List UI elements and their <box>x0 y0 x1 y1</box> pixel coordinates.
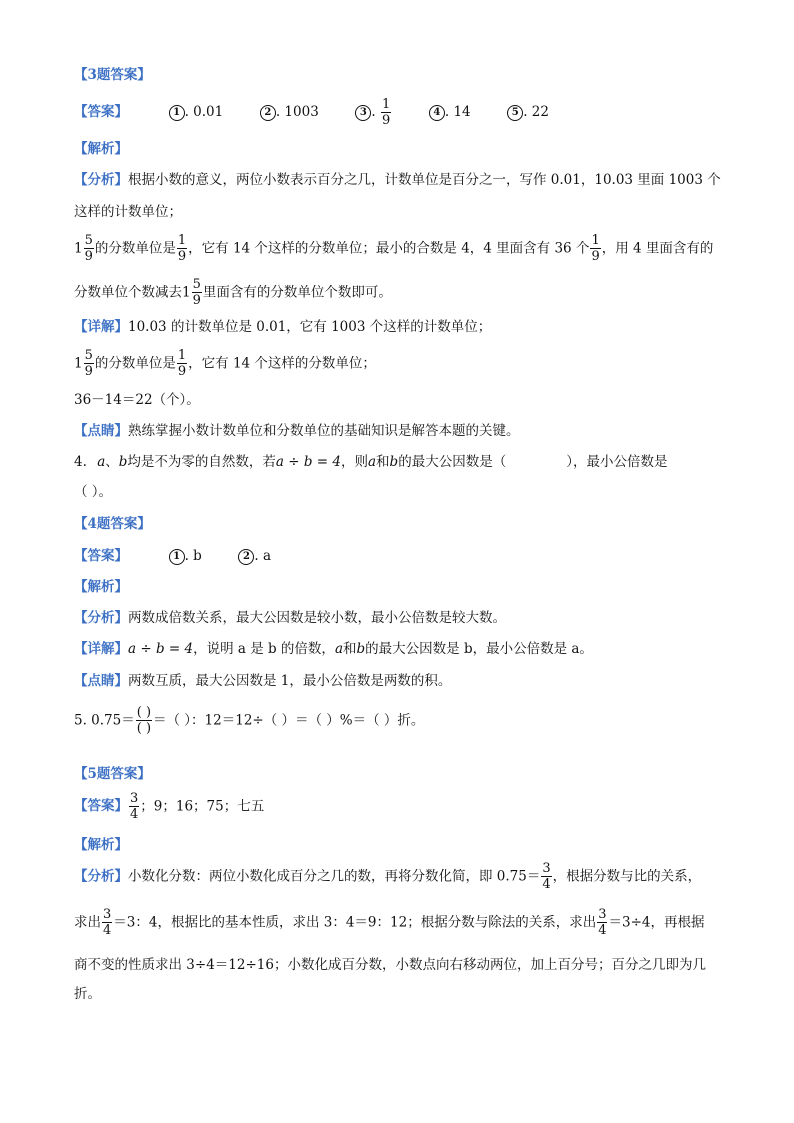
circled-number-1: 1 <box>169 105 185 121</box>
dianjing-label: 【点睛】 <box>74 423 128 439</box>
fraction: $\frac{5}{9}$ <box>84 233 93 264</box>
circled-number-3: 3 <box>355 105 371 121</box>
fenxi-text: 根据小数的意义，两位小数表示百分之几，计数单位是百分之一，写作 0.01，10.03 里面 1003 个 <box>128 172 721 188</box>
dianjing-line: 【点睛】熟练掌握小数计数单位和分数单位的基础知识是解答本题的关键。 <box>74 423 520 439</box>
fraction: $\frac{3}{4}$ <box>130 791 139 822</box>
fenxi-line-3: 1 $\frac{5}{9}$ 的分数单位是 $\frac{1}{9}$ ，它有 14 个这样的分数单位；最小的合数是 4，4 里面含有 36 个 $\frac{1}{9}$ ，用 4 里面含有的 <box>74 233 714 264</box>
circled-number-5: 5 <box>507 105 523 121</box>
fenxi-line-4: 折。 <box>74 986 101 1002</box>
fraction: $\frac{3}{4}$ <box>542 861 551 892</box>
xiangjie-label: 【详解】 <box>74 641 128 657</box>
section4-header: 【4题答案】 <box>74 516 151 532</box>
question-5-line: 5. 0.75＝ $\frac{( )}{( )}$ ＝（ ）：12＝12÷（ ）＝（ ）%＝（ ）折。 <box>74 705 425 736</box>
blank-fraction: $\frac{( )}{( )}$ <box>136 705 152 736</box>
fraction: $\frac{5}{9}$ <box>84 348 93 379</box>
equation: a ÷ b = 4 <box>275 454 341 470</box>
section3-header: 【3题答案】 <box>74 67 151 83</box>
xiangjie-line: 【详解】a ÷ b = 4，说明 a 是 b 的倍数，a和b的最大公因数是 b，最小公倍数是 a。 <box>74 641 593 657</box>
xiangjie-line-3: 36－14＝22（个）。 <box>74 392 200 408</box>
analysis-label: 【解析】 <box>74 837 128 853</box>
fenxi-label: 【分析】 <box>74 610 128 626</box>
fenxi-line-1: 【分析】小数化分数：两位小数化成百分之几的数，再将分数化简，即 0.75＝ $\frac{3}{4}$ ，根据分数与比的关系， <box>74 861 702 892</box>
answer-value: . 1003 <box>275 104 319 120</box>
answer-label: 【答案】 <box>74 798 128 814</box>
analysis-label: 【解析】 <box>74 579 128 595</box>
xiangjie-line-2: 1 $\frac{5}{9}$ 的分数单位是 $\frac{1}{9}$ ，它有 14 个这样的分数单位； <box>74 348 376 379</box>
fraction: $\frac{1}{9}$ <box>381 97 391 128</box>
fraction: $\frac{1}{9}$ <box>591 233 600 264</box>
fenxi-label: 【分析】 <box>74 868 128 885</box>
answer-value: . 14 <box>444 104 471 120</box>
dianjing-line: 【点睛】两数互质，最大公因数是 1，最小公倍数是两数的积。 <box>74 673 452 689</box>
fenxi-line-1 <box>74 169 721 191</box>
answer-value: . <box>371 104 376 120</box>
answer-label: 【答案】 <box>74 104 128 120</box>
section3-answer-line <box>74 98 549 127</box>
answer-value: . 0.01 <box>184 104 224 120</box>
fenxi-line: 【分析】两数成倍数关系，最大公因数是较小数，最小公倍数是较大数。 <box>74 610 506 626</box>
circled-number-2: 2 <box>238 549 254 565</box>
fenxi-line-4: 分数单位个数减去1 $\frac{5}{9}$ 里面含有的分数单位个数即可。 <box>74 277 392 308</box>
analysis-label: 【解析】 <box>74 141 128 157</box>
dianjing-label: 【点睛】 <box>74 673 128 689</box>
fenxi-line-3: 商不变的性质求出 3÷4＝12÷16；小数化成百分数，小数点向右移动两位，加上百分号；百分之几即为几 <box>74 957 706 973</box>
question-4-line-1: 4. a、b均是不为零的自然数，若a ÷ b = 4，则a和b的最大公因数是（ ），最小公倍数是 <box>74 454 668 470</box>
circled-number-2: 2 <box>260 105 276 121</box>
fraction: $\frac{1}{9}$ <box>177 348 187 379</box>
answer-label: 【答案】 <box>74 548 128 564</box>
xiangjie-line-1: 【详解】10.03 的计数单位是 0.01，它有 1003 个这样的计数单位； <box>74 319 492 335</box>
section5-answer-line: 【答案】 $\frac{3}{4}$ ；9；16；75；七五 <box>74 791 265 822</box>
section5-header: 【5题答案】 <box>74 766 151 782</box>
fenxi-line-2: 求出 $\frac{3}{4}$ ＝3：4，根据比的基本性质，求出 3：4＝9：12；根据分数与除法的关系，求出 $\frac{3}{4}$ ＝3÷4，再根据 <box>74 907 705 938</box>
question-4-line-2: （ ）。 <box>74 484 113 500</box>
fraction: $\frac{3}{4}$ <box>103 907 112 938</box>
circled-number-4: 4 <box>429 105 445 121</box>
answer-value: . 22 <box>523 104 549 120</box>
fraction: $\frac{5}{9}$ <box>192 277 201 308</box>
circled-number-1: 1 <box>169 549 185 565</box>
fenxi-line-2: 这样的计数单位； <box>74 204 182 220</box>
fenxi-label: 【分析】 <box>74 172 128 188</box>
section4-answer-line: 【答案】 1 . b 2 . a <box>74 548 272 564</box>
xiangjie-label: 【详解】 <box>74 319 128 335</box>
fraction: $\frac{3}{4}$ <box>598 907 607 938</box>
fraction: $\frac{1}{9}$ <box>177 233 187 264</box>
